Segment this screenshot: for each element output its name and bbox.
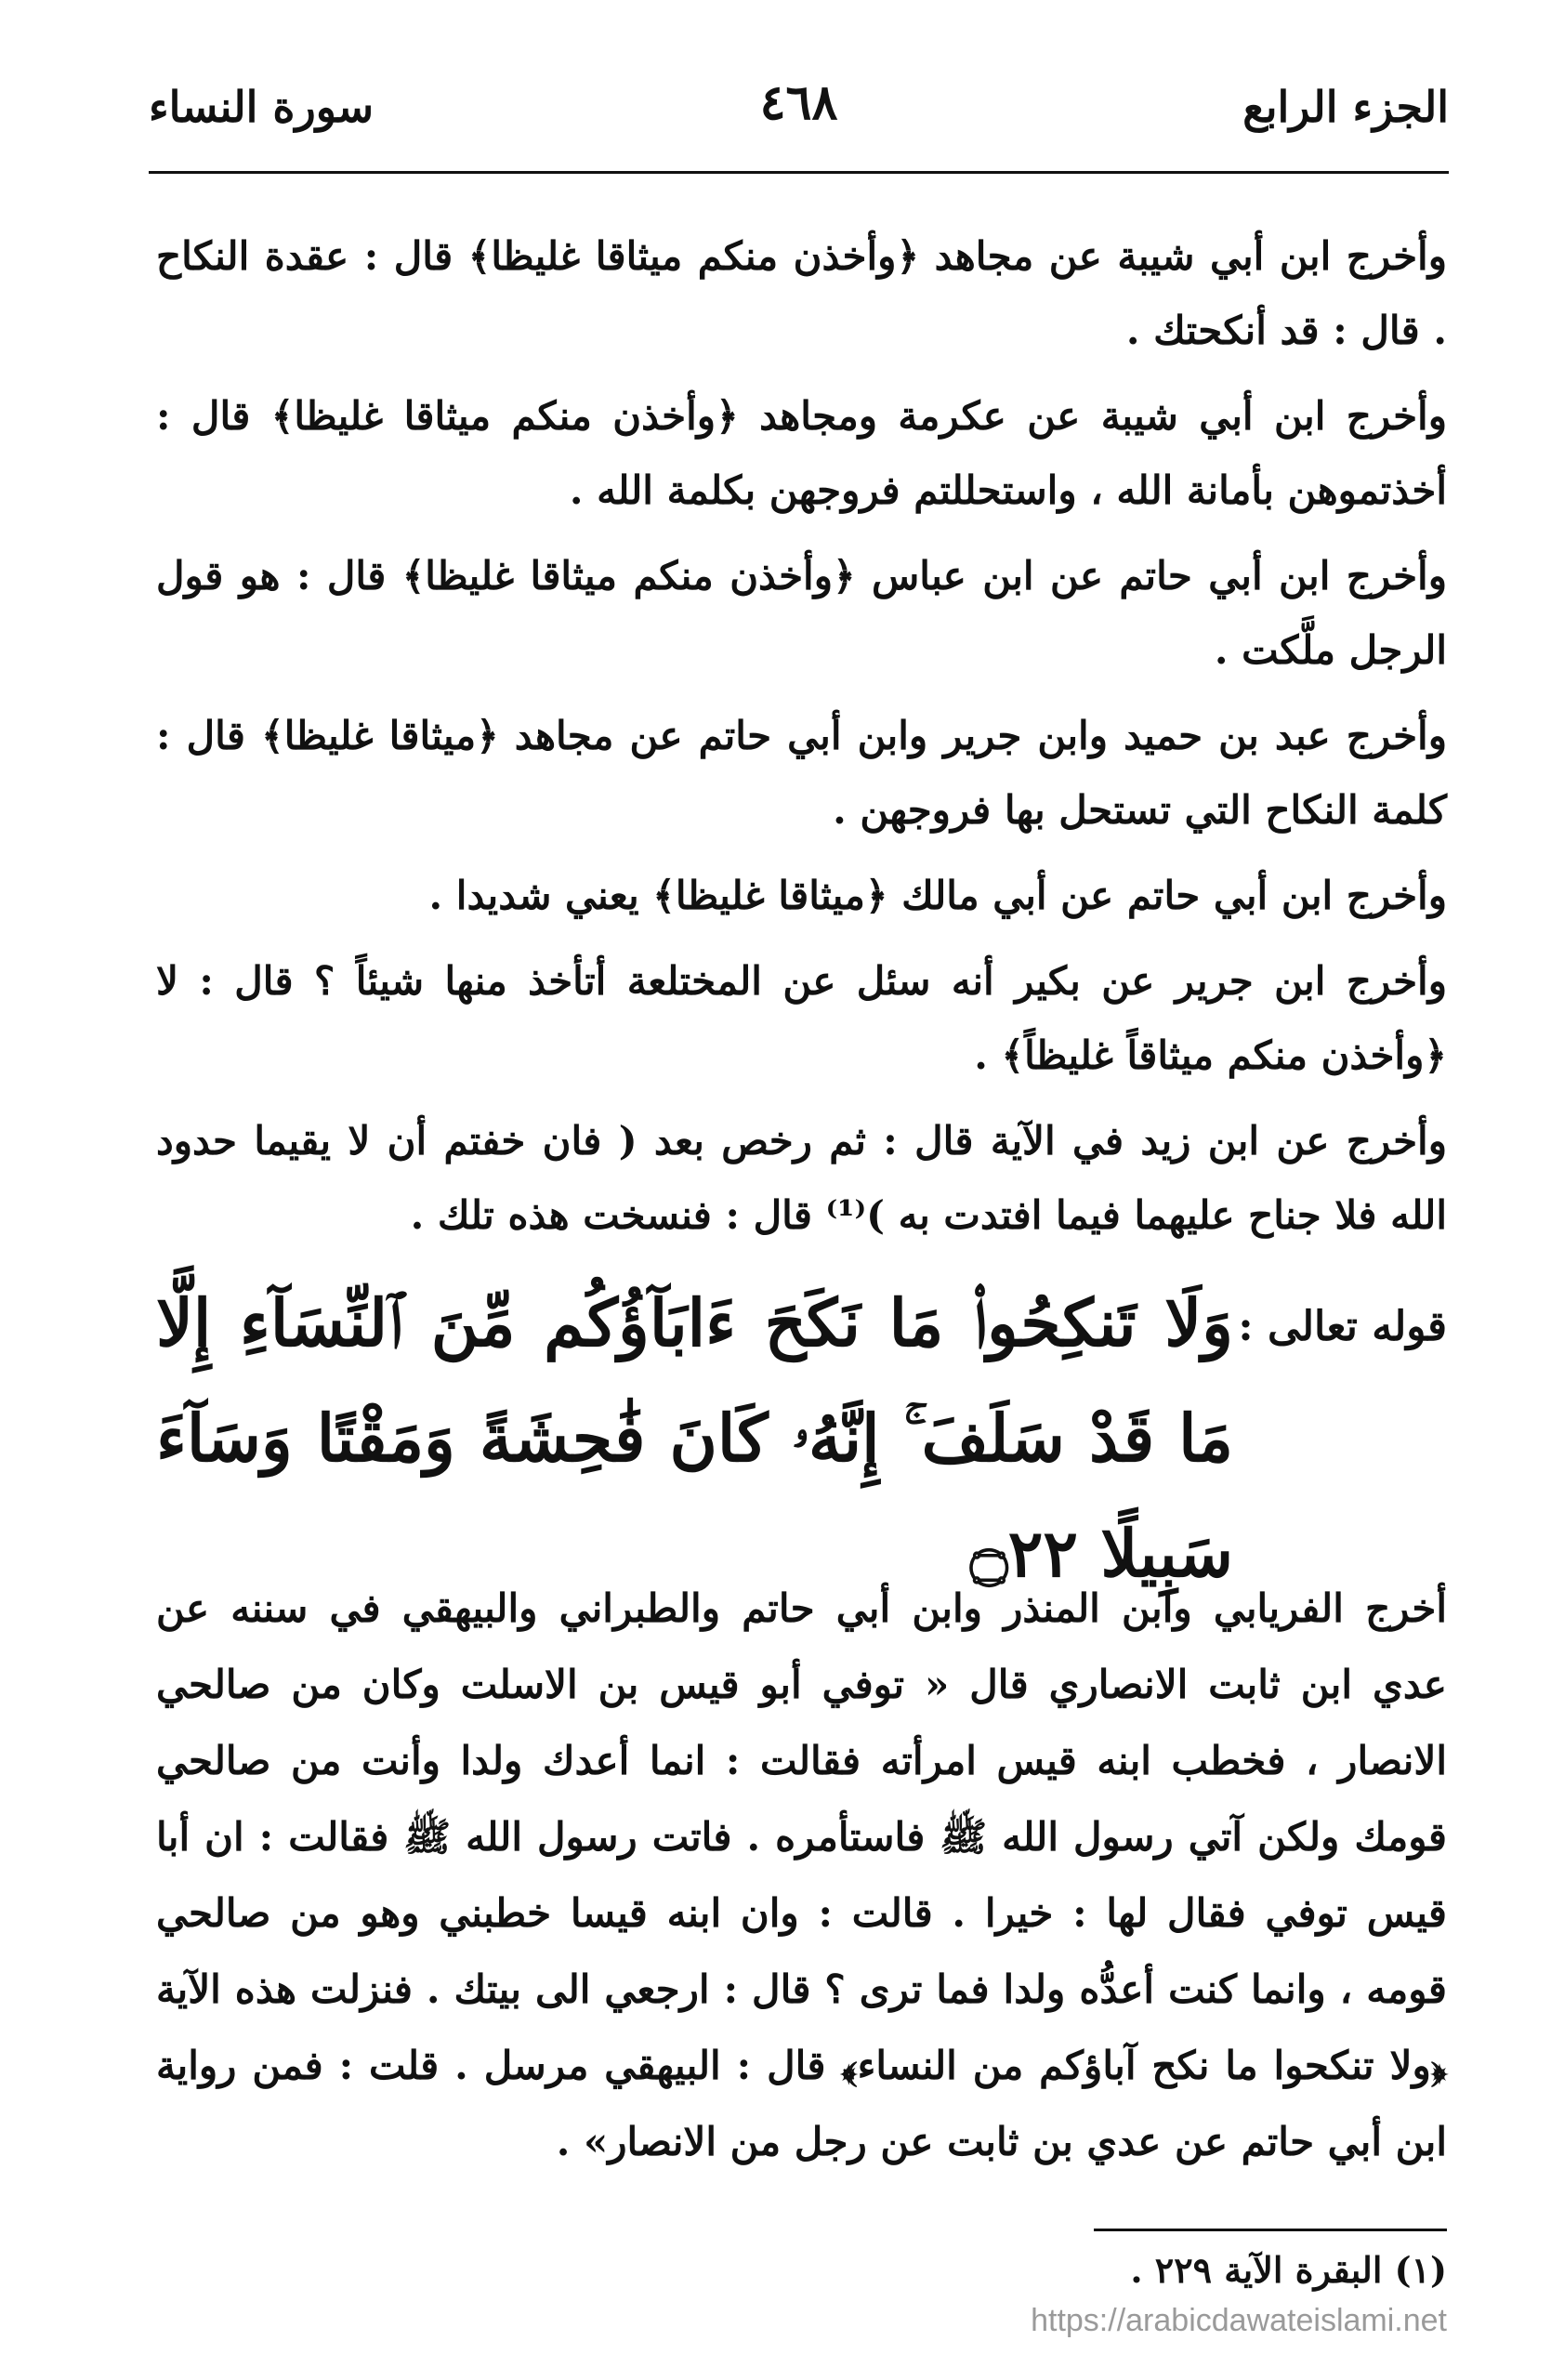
narration-paragraph: وأخرج ابن أبي حاتم عن أبي مالك ﴿ميثاقا غليظا﴾ يعني شديدا . [428, 873, 1447, 918]
verse-intro: قوله تعالى : [1238, 1303, 1447, 1350]
surah-label: سورة النساء [149, 82, 374, 132]
commentary-paragraph: أخرج الفريابي وابن المنذر وابن أبي حاتم والطبراني والبيهقي في سننه عن عدي ابن ثابت الانصاري قال « توفي أبو قيس بن الاسلت وكان من صالحي الانصار ، فخطب ابنه قيس امرأته فقالت : انما أعدك ولدا وأنت من صالحي قومك ولكن آتي رسول الله ﷺ فاستأمره . فاتت رسول الله ﷺ فقالت : ان أبا قيس توفي فقال لها : خيرا . قالت : وان ابنه قيسا خطبني وهو من صالحي قومه ، وانما كنت أعدُّه ولدا فما ترى ؟ قال : ارجعي الى بيتك . فنزلت هذه الآية ﴿ولا تنكحوا ما نكح آباؤكم من النساء﴾ قال : البيهقي مرسل . قلت : فمن رواية ابن أبي حاتم عن عدي بن ثابت عن رجل من الانصار» . [156, 1585, 1447, 2164]
part-label: الجزء الرابع [1242, 82, 1449, 132]
narrations-section [156, 219, 1447, 1264]
verse-block [156, 1266, 1447, 1592]
quran-verse: وَلَا تَنكِحُوا۟ مَا نَكَحَ ءَابَآؤُكُم مِّنَ ٱلنِّسَآءِ إِلَّا مَا قَدْ سَلَفَ ۚ إِنَّهُۥ كَانَ فَٰحِشَةً وَمَقْتًا وَسَآءَ سَبِيلًا ۝٢٢ [156, 1284, 1233, 1592]
narration-paragraph: وأخرج ابن أبي حاتم عن ابن عباس ﴿وأخذن منكم ميثاقا غليظا﴾ قال : هو قول الرجل ملَّكت . [156, 553, 1447, 673]
footnote: (١) البقرة الآية ٢٢٩ . [1130, 2249, 1447, 2291]
watermark-url: https://arabicdawateislami.net [1031, 2303, 1447, 2338]
page-number: ٤٦٨ [759, 74, 838, 131]
footnote-rule [1094, 2229, 1447, 2231]
running-head [149, 65, 1449, 149]
narration-paragraph: وأخرج عن ابن زيد في الآية قال : ثم رخص بعد ( فان خفتم أن لا يقيما حدود الله فلا جناح عليهما فيما افتدت به )⁽¹⁾ قال : فنسخت هذه تلك . [156, 1118, 1447, 1238]
header-rule [149, 171, 1449, 174]
narration-paragraph: وأخرج عبد بن حميد وابن جرير وابن أبي حاتم عن مجاهد ﴿ميثاقا غليظا﴾ قال : كلمة النكاح التي تستحل بها فروجهن . [156, 713, 1447, 833]
narration-paragraph: وأخرج ابن جرير عن بكير أنه سئل عن المختلعة أتأخذ منها شيئاً ؟ قال : لا ﴿وأخذن منكم ميثاقاً غليظاً﴾ . [156, 958, 1447, 1078]
narration-paragraph: وأخرج ابن أبي شيبة عن عكرمة ومجاهد ﴿وأخذن منكم ميثاقا غليظا﴾ قال : أخذتموهن بأمانة الله ، واستحللتم فروجهن بكلمة الله . [156, 393, 1447, 513]
narration-paragraph: وأخرج ابن أبي شيبة عن مجاهد ﴿وأخذن منكم ميثاقا غليظا﴾ قال : عقدة النكاح . قال : قد أنكحتك . [156, 233, 1447, 353]
